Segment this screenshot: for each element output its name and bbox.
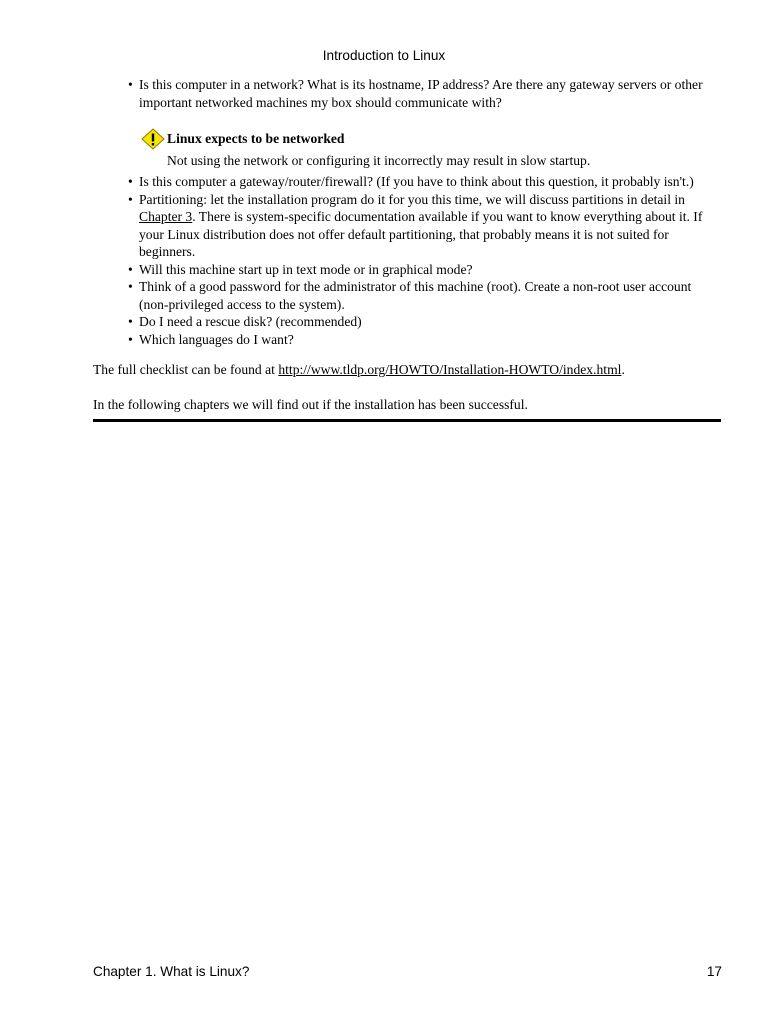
following-chapters-paragraph: In the following chapters we will find out if the installation has been successful. [93,397,528,412]
footer-page-number: 17 [706,964,722,979]
warning-title: Linux expects to be networked [167,131,345,147]
checklist-paragraph [93,361,723,379]
checklist-list [128,173,724,348]
installation-howto-link[interactable]: http://www.tldp.org/HOWTO/Installation-HOWTO/index.html [278,362,622,377]
warning-title-row [141,128,721,150]
warning-icon [141,128,165,150]
checklist-list-network [128,76,724,111]
warning-body: Not using the network or configuring it incorrectly may result in slow startup. [167,153,591,168]
section-divider [93,419,721,422]
list-item-languages: • Which languages do I want? [128,331,724,349]
running-header: Introduction to Linux [322,48,446,63]
partitioning-text-before: Partitioning: let the installation program do it for you this time, we will discuss partitions in detail in [139,191,685,207]
list-item-password: • Think of a good password for the administrator of this machine (root). Create a non-root user account (non-privileged access to the system). [128,278,724,313]
list-item-rescue: • Do I need a rescue disk? (recommended) [128,313,724,331]
partitioning-text-after: . There is system-specific documentation available if you want to know everything about it. If your Linux distribution does not offer default partitioning, that probably means it is not suited for beginners. [139,209,703,259]
list-item-partitioning [128,191,724,261]
chapter-3-link[interactable]: Chapter 3 [139,209,193,224]
checklist-text-before: The full checklist can be found at [93,362,279,377]
list-item-network: • Is this computer in a network? What is its hostname, IP address? Are there any gateway servers or other important networked machines my box should communicate with? [128,76,724,111]
warning-admonition [141,128,721,170]
footer-chapter-title: Chapter 1. What is Linux? [93,964,250,979]
list-item-gateway: • Is this computer a gateway/router/firewall? (If you have to think about this question, it probably isn't.) [128,173,724,191]
checklist-text-after: . [621,362,625,377]
list-item-mode: • Will this machine start up in text mode or in graphical mode? [128,261,724,279]
